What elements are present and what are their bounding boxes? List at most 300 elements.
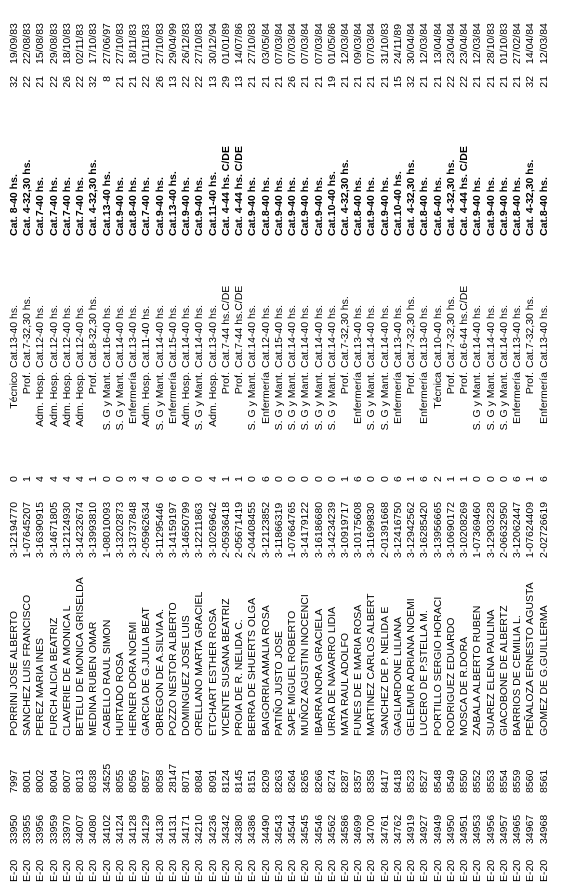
date-cell: 27/10/83	[193, 23, 206, 64]
hours-cell: 21	[34, 76, 47, 88]
legajo-cell: 8287	[339, 769, 351, 793]
code-cell: E-20	[299, 859, 312, 882]
legajo-cell: 8561	[537, 769, 550, 793]
code-cell: E-20	[378, 859, 391, 882]
record-id-cell: 34386	[246, 814, 259, 844]
sector-cell: Adm. Hosp.	[47, 372, 60, 427]
table-row	[179, 0, 193, 888]
legajo-cell: 8084	[193, 769, 206, 793]
code-cell: E-20	[286, 859, 299, 882]
record-id-cell: 34131	[166, 814, 179, 844]
legajo-cell: 8264	[286, 769, 299, 793]
code-cell: E-20	[246, 859, 259, 882]
document-cell: 3-12123852	[259, 501, 272, 558]
code-cell: E-20	[74, 859, 87, 882]
document-cell: 3-10269642	[206, 501, 219, 558]
employee-name-cell: VICENTE SUSANA BEATRIZ	[219, 598, 232, 736]
sector-cell: Adm. Hosp.	[60, 372, 73, 427]
table-row	[272, 0, 286, 888]
document-cell: 3-12942562	[405, 501, 418, 558]
table-row	[126, 0, 140, 888]
date-cell: 09/03/84	[352, 23, 365, 64]
document-cell: 2-05936418	[219, 501, 232, 558]
sector-cell: Prof.	[405, 372, 418, 395]
document-cell: 3-14232674	[74, 501, 87, 558]
record-id-cell: 34927	[418, 814, 431, 844]
legajo-cell: 28147	[166, 763, 179, 793]
table-row	[206, 0, 220, 888]
old-category-cell: Cat.14-40 hs.	[113, 304, 126, 368]
employee-name-cell: GELEMUR ADRIANA NOEMI	[405, 598, 418, 736]
old-category-cell: Cat.13-40 hs.	[391, 304, 404, 368]
code-cell: E-20	[100, 859, 113, 882]
hours-cell: 21	[431, 76, 444, 88]
table-row	[364, 0, 378, 888]
group-number-cell: 0	[100, 476, 113, 482]
record-id-cell: 34124	[113, 814, 126, 844]
code-cell: E-20	[272, 859, 285, 882]
employee-name-cell: POZZO NESTOR ALBERTO	[166, 602, 179, 736]
record-id-cell: 33955	[21, 814, 34, 844]
table-row	[351, 0, 365, 888]
document-cell: 2-01391668	[378, 501, 391, 558]
table-row	[537, 0, 551, 888]
sector-cell: Enfermería	[511, 372, 524, 424]
old-category-cell: Cat.14-40 hs.	[299, 304, 312, 368]
sector-cell: Prof.	[219, 372, 232, 395]
employee-name-cell: ETCHART ESTHER ROSA	[206, 608, 219, 736]
old-category-cell: Cat.13-40 hs.	[511, 304, 524, 368]
table-row	[404, 0, 418, 888]
record-id-cell: 34957	[497, 814, 510, 844]
sector-cell: S. G y Mant.	[378, 372, 391, 431]
group-number-cell: 4	[206, 476, 219, 482]
date-cell: 27/10/83	[113, 23, 126, 64]
sector-cell: S. G y Mant.	[193, 372, 206, 431]
table-row	[7, 0, 21, 888]
new-category-cell: Cat.13-40 hs.	[166, 171, 179, 236]
date-cell: 28/10/83	[484, 23, 497, 64]
record-id-cell: 34342	[219, 814, 232, 844]
hours-cell: 22	[180, 76, 193, 88]
table-row	[139, 0, 153, 888]
group-number-cell: 6	[391, 476, 404, 482]
new-category-cell: Cat.9-40 hs.	[484, 177, 497, 236]
table-row	[417, 0, 431, 888]
sector-cell: S. G y Mant.	[113, 372, 126, 431]
new-category-cell: Cat. 4-32,30 hs.	[524, 159, 537, 236]
code-cell: E-20	[391, 859, 404, 882]
new-category-cell: Cat.7-40 hs.	[34, 177, 47, 236]
hours-cell: 26	[286, 76, 299, 88]
sector-cell: S. G y Mant.	[471, 372, 484, 431]
employee-name-cell: PEÑALOZA ERNESTO AGUSTA	[524, 582, 537, 736]
hours-cell: 21	[511, 76, 524, 88]
sector-cell: Técnico	[8, 372, 20, 409]
employee-name-cell: GOMEZ DE G.GUILLERMA	[537, 605, 550, 736]
employee-name-cell: PEREZ MARIA INES	[34, 637, 47, 736]
table-row	[391, 0, 405, 888]
code-cell: E-20	[193, 859, 206, 882]
group-number-cell: 1	[444, 476, 457, 482]
record-id-cell: 34543	[272, 814, 285, 844]
hours-cell: 13	[206, 76, 219, 88]
old-category-cell: Cat.7-44 hs.C/DE	[219, 285, 232, 368]
employee-name-cell: OBREGON DE A.SILVIA A.	[153, 608, 166, 736]
legajo-cell: 8418	[391, 769, 404, 793]
employee-name-cell: SANCHEZ LUIS FRANCISCO	[21, 594, 34, 736]
hours-cell: 21	[272, 76, 285, 88]
document-cell: 3-10690172	[444, 501, 457, 558]
hours-cell: 22	[458, 76, 471, 88]
group-number-cell: 0	[286, 476, 299, 482]
hours-cell: 21	[352, 76, 365, 88]
old-category-cell: Cat.7-32,30 hs.	[339, 296, 351, 368]
group-number-cell: 6	[166, 476, 179, 482]
new-category-cell: Cat.7-40 hs.	[140, 177, 153, 236]
document-cell: 1-07624409	[524, 501, 537, 558]
hours-cell: 19	[325, 76, 338, 88]
sector-cell: S. G y Mant.	[365, 372, 378, 431]
legajo-cell: 8038	[87, 769, 100, 793]
date-cell: 23/04/84	[458, 23, 471, 64]
code-cell: E-20	[113, 859, 126, 882]
document-cell: 1-08010093	[100, 501, 113, 558]
sector-cell: Adm. Hosp.	[180, 372, 193, 427]
document-cell: 3-10175608	[352, 501, 365, 558]
hours-cell: 21	[365, 76, 378, 88]
employee-name-cell: IBARRA NORA GRACIELA	[312, 608, 325, 736]
hours-cell: 21	[312, 76, 325, 88]
hours-cell: 21	[127, 76, 140, 88]
employee-name-cell: PATIÑO JUSTO JOSE	[272, 630, 285, 736]
group-number-cell: 0	[193, 476, 206, 482]
code-cell: E-20	[21, 859, 34, 882]
sector-cell: Adm. Hosp.	[206, 372, 219, 427]
document-cell: 3-12211863	[193, 502, 206, 558]
sector-cell: Técnica	[431, 372, 444, 409]
group-number-cell: 1	[458, 476, 471, 482]
record-id-cell: 33950	[8, 814, 20, 844]
hours-cell: 21	[537, 76, 550, 88]
document-cell: 2-02726619	[537, 501, 550, 558]
group-number-cell: 0	[246, 476, 259, 482]
hours-cell: 13	[166, 76, 179, 88]
table-row	[523, 0, 537, 888]
sector-cell: Enfermería	[166, 372, 179, 424]
legajo-cell: 8417	[378, 769, 391, 793]
new-category-cell: Cat.7-40 hs.	[60, 177, 73, 236]
group-number-cell: 0	[113, 476, 126, 482]
document-cell: 2-04408455	[246, 501, 259, 558]
old-category-cell: Cat.13-40 hs.	[127, 304, 140, 368]
old-category-cell: Cat.15-40 hs.	[166, 304, 179, 368]
record-id-cell: 34699	[352, 814, 365, 844]
date-cell: 26/12/83	[180, 23, 193, 64]
sector-cell: S. G y Mant.	[497, 372, 510, 431]
document-cell: 3-10919717	[339, 501, 351, 558]
record-id-cell: 34956	[484, 814, 497, 844]
record-id-cell: 34545	[299, 814, 312, 844]
employee-name-cell: GIACOBONE DE ALBERTZ	[497, 605, 510, 736]
date-cell: 29/04/99	[166, 23, 179, 64]
date-cell: 01/01/89	[219, 23, 232, 64]
table-row	[73, 0, 87, 888]
legajo-cell: 8553	[484, 769, 497, 793]
record-id-cell: 34380	[233, 814, 246, 844]
legajo-cell: 8071	[180, 769, 193, 793]
record-id-cell: 34080	[87, 814, 100, 844]
code-cell: E-20	[524, 859, 537, 882]
old-category-cell: Cat.10-40 hs.	[431, 304, 444, 368]
code-cell: E-20	[339, 859, 351, 882]
group-number-cell: 6	[352, 476, 365, 482]
legajo-cell: 8007	[60, 769, 73, 793]
legajo-cell: 8357	[352, 769, 365, 793]
document-cell: 2-05962634	[140, 501, 153, 558]
old-category-cell: Cat.14-40 hs.	[365, 304, 378, 368]
hours-cell: 22	[140, 76, 153, 88]
record-id-cell: 34968	[537, 814, 550, 844]
new-category-cell: Cat.9-40 hs.	[153, 177, 166, 236]
record-id-cell: 34761	[378, 814, 391, 844]
sector-cell: Enfermería	[259, 372, 272, 424]
record-id-cell: 34544	[286, 814, 299, 844]
legajo-cell: 8013	[74, 769, 87, 793]
date-cell: 23/04/84	[444, 23, 457, 64]
table-row	[338, 0, 352, 888]
old-category-cell: Cat.8-32,30 hs.	[87, 296, 100, 368]
record-id-cell: 34102	[100, 814, 113, 844]
new-category-cell: Cat.9-40 hs.	[246, 177, 259, 236]
document-cell: 3-13993810	[87, 501, 100, 558]
old-category-cell: Cat.12-40 hs.	[47, 304, 60, 368]
table-row	[259, 0, 273, 888]
hours-cell: 22	[193, 76, 206, 88]
group-number-cell: 3	[127, 476, 140, 482]
new-category-cell: Cat.9-40 hs.	[471, 177, 484, 236]
code-cell: E-20	[206, 859, 219, 882]
group-number-cell: 0	[180, 476, 193, 482]
new-category-cell: Cat.8-40 hs.	[127, 177, 140, 236]
sector-cell: S. G y Mant.	[484, 372, 497, 431]
sector-cell: Adm. Hosp.	[74, 372, 87, 427]
group-number-cell: 0	[299, 476, 312, 482]
new-category-cell: Cat. 4-32,30 hs.	[405, 159, 418, 236]
legajo-cell: 8209	[259, 769, 272, 793]
group-number-cell: 4	[47, 476, 60, 482]
code-cell: E-20	[537, 859, 550, 882]
document-cell: 3-12062447	[511, 501, 524, 558]
table-row	[444, 0, 458, 888]
employee-name-cell: SAPE MIGUEL ROBERTO	[286, 610, 299, 736]
sector-cell: Prof.	[444, 372, 457, 395]
table-row	[484, 0, 498, 888]
hours-cell: 22	[47, 76, 60, 88]
table-row	[285, 0, 299, 888]
employee-name-cell: URRA DE NAVARRO LIDIA	[325, 606, 338, 736]
code-cell: E-20	[444, 859, 457, 882]
old-category-cell: Cat.14-40 hs.	[180, 304, 193, 368]
new-category-cell: Cat.9-40 hs.	[286, 177, 299, 236]
group-number-cell: 6	[259, 476, 272, 482]
document-cell: 3-14159197	[166, 501, 179, 558]
date-cell: 12/03/84	[471, 23, 484, 64]
new-category-cell: Cat.7-40 hs.	[47, 177, 60, 236]
hours-cell: 22	[444, 76, 457, 88]
date-cell: 07/03/84	[365, 23, 378, 64]
hours-cell: 21	[113, 76, 126, 88]
code-cell: E-20	[8, 859, 20, 882]
employee-name-cell: PORRINI JOSE ALBERTO	[8, 610, 20, 736]
legajo-cell: 8274	[325, 769, 338, 793]
legajo-cell: 8058	[153, 769, 166, 793]
date-cell: 01/05/86	[325, 23, 338, 64]
sector-cell: S. G y Mant.	[272, 372, 285, 431]
table-row	[86, 0, 100, 888]
hours-cell: 15	[391, 76, 404, 88]
new-category-cell: Cat.6-40 hs.	[431, 177, 444, 236]
group-number-cell: 6	[537, 476, 550, 482]
legajo-cell: 8056	[127, 769, 140, 793]
record-id-cell: 34951	[458, 814, 471, 844]
sector-cell: S. G y Mant.	[299, 372, 312, 431]
document-cell: 3-16390915	[34, 501, 47, 558]
date-cell: 18/11/83	[127, 23, 140, 64]
code-cell: E-20	[484, 859, 497, 882]
old-category-cell: Cat.13-40 hs.	[206, 304, 219, 368]
sector-cell: Prof.	[87, 372, 100, 395]
new-category-cell: Cat.8-40 hs.	[511, 177, 524, 236]
employee-name-cell: MARTINEZ CARLOS ALBERT	[365, 593, 378, 736]
legajo-cell: 8265	[299, 769, 312, 793]
table-row	[60, 0, 74, 888]
group-number-cell: 0	[471, 476, 484, 482]
date-cell: 07/03/84	[286, 23, 299, 64]
date-cell: 12/03/84	[537, 23, 550, 64]
new-category-cell: Cat. 4-32,30 hs.	[444, 159, 457, 236]
code-cell: E-20	[431, 859, 444, 882]
employee-name-cell: MOSCA DE R.DORA	[458, 636, 471, 736]
new-category-cell: Cat.8-40 hs.	[537, 177, 550, 236]
record-id-cell: 33959	[47, 814, 60, 844]
record-id-cell: 34210	[193, 814, 206, 844]
employee-name-cell: RODRIGUEZ EDUARDO	[444, 617, 457, 736]
record-id-cell: 34762	[391, 814, 404, 844]
legajo-cell: 34525	[100, 763, 113, 793]
old-category-cell: Cat.7-32,30 hs.	[524, 296, 537, 368]
code-cell: E-20	[127, 859, 140, 882]
new-category-cell: Cat.9-40 hs.	[378, 177, 391, 236]
document-cell: 2-06632950	[497, 501, 510, 558]
code-cell: E-20	[458, 859, 471, 882]
new-category-cell: Cat.7-40 hs.	[74, 177, 87, 236]
code-cell: E-20	[418, 859, 431, 882]
old-category-cell: Cat.7-32,30 hs.	[405, 296, 418, 368]
hours-cell: 21	[471, 76, 484, 88]
old-category-cell: Cat.14-40 hs.	[325, 304, 338, 368]
group-number-cell: 6	[511, 476, 524, 482]
old-category-cell: Cat.13-40 hs.	[352, 304, 365, 368]
sector-cell: S. G y Mant.	[312, 372, 325, 431]
code-cell: E-20	[166, 859, 179, 882]
new-category-cell: Cat.9-40 hs.	[193, 177, 206, 236]
employee-name-cell: PROIA DE R. NELIDA C.	[233, 619, 246, 736]
legajo-cell: 8550	[458, 769, 471, 793]
record-id-cell: 34007	[74, 814, 87, 844]
date-cell: 27/06/97	[100, 23, 113, 64]
legajo-cell: 8358	[365, 769, 378, 793]
legajo-cell: 8151	[246, 769, 259, 793]
code-cell: E-20	[87, 859, 100, 882]
new-category-cell: Cat.11-40 hs.	[206, 171, 219, 236]
document-cell: 3-16186680	[312, 501, 325, 558]
employee-name-cell: CABELLO RAUL SIMON	[100, 619, 113, 736]
legajo-cell: 8002	[34, 769, 47, 793]
code-cell: E-20	[325, 859, 338, 882]
document-cell: 3-12416750	[391, 501, 404, 558]
new-category-cell: Cat. 4-32,30 hs.	[21, 159, 34, 236]
sector-cell: Enfermería	[127, 372, 140, 424]
employee-name-cell: ORELLANO MARTA GRACIEL	[193, 591, 206, 736]
table-row	[298, 0, 312, 888]
code-cell: E-20	[365, 859, 378, 882]
hours-cell: 21	[299, 76, 312, 88]
table-row	[497, 0, 511, 888]
sector-cell: Enfermería	[352, 372, 365, 424]
new-category-cell: Cat.8-40 hs.	[352, 177, 365, 236]
code-cell: E-20	[180, 859, 193, 882]
new-category-cell: Cat.9-40 hs.	[113, 177, 126, 236]
code-cell: E-20	[511, 859, 524, 882]
table-row	[192, 0, 206, 888]
legajo-cell: 8057	[140, 769, 153, 793]
sector-cell: S. G y Mant.	[325, 372, 338, 431]
legajo-cell: 8560	[524, 769, 537, 793]
new-category-cell: Cat.9-40 hs.	[180, 177, 193, 236]
hours-cell: 26	[153, 76, 166, 88]
employee-name-cell: ZABALA ALBERTO RUBEN	[471, 605, 484, 736]
date-cell: 02/11/83	[74, 23, 87, 64]
table-row	[219, 0, 233, 888]
table-row	[245, 0, 259, 888]
new-category-cell: Cat.9-40 hs.	[312, 177, 325, 236]
new-category-cell: Cat.10-40 hs.	[391, 171, 404, 236]
date-cell: 15/08/83	[34, 23, 47, 64]
code-cell: E-20	[352, 859, 365, 882]
legajo-cell: 8145	[233, 769, 246, 793]
date-cell: 01/11/83	[140, 23, 153, 64]
document-cell: 3-14179122	[299, 501, 312, 558]
hours-cell: 21	[246, 76, 259, 88]
group-number-cell: 1	[405, 476, 418, 482]
hours-cell: 21	[484, 76, 497, 88]
group-number-cell: 0	[378, 476, 391, 482]
old-category-cell: Cat.6-44 hs.C/DE	[458, 285, 471, 368]
legajo-cell: 8055	[113, 769, 126, 793]
employee-name-cell: MATA RAUL ADOLFO	[339, 632, 351, 736]
group-number-cell: 1	[87, 476, 100, 482]
record-id-cell: 34950	[444, 814, 457, 844]
new-category-cell: Cat.8-40 hs.	[259, 177, 272, 236]
table-row	[232, 0, 246, 888]
legajo-cell: 8548	[431, 769, 444, 793]
document-cell: 3-14650799	[180, 501, 193, 558]
employee-name-cell: DOMINGUEZ JOSE LUIS	[180, 615, 193, 736]
hours-cell: 8	[100, 76, 113, 82]
group-number-cell: 4	[34, 476, 47, 482]
date-cell: 07/03/84	[299, 23, 312, 64]
